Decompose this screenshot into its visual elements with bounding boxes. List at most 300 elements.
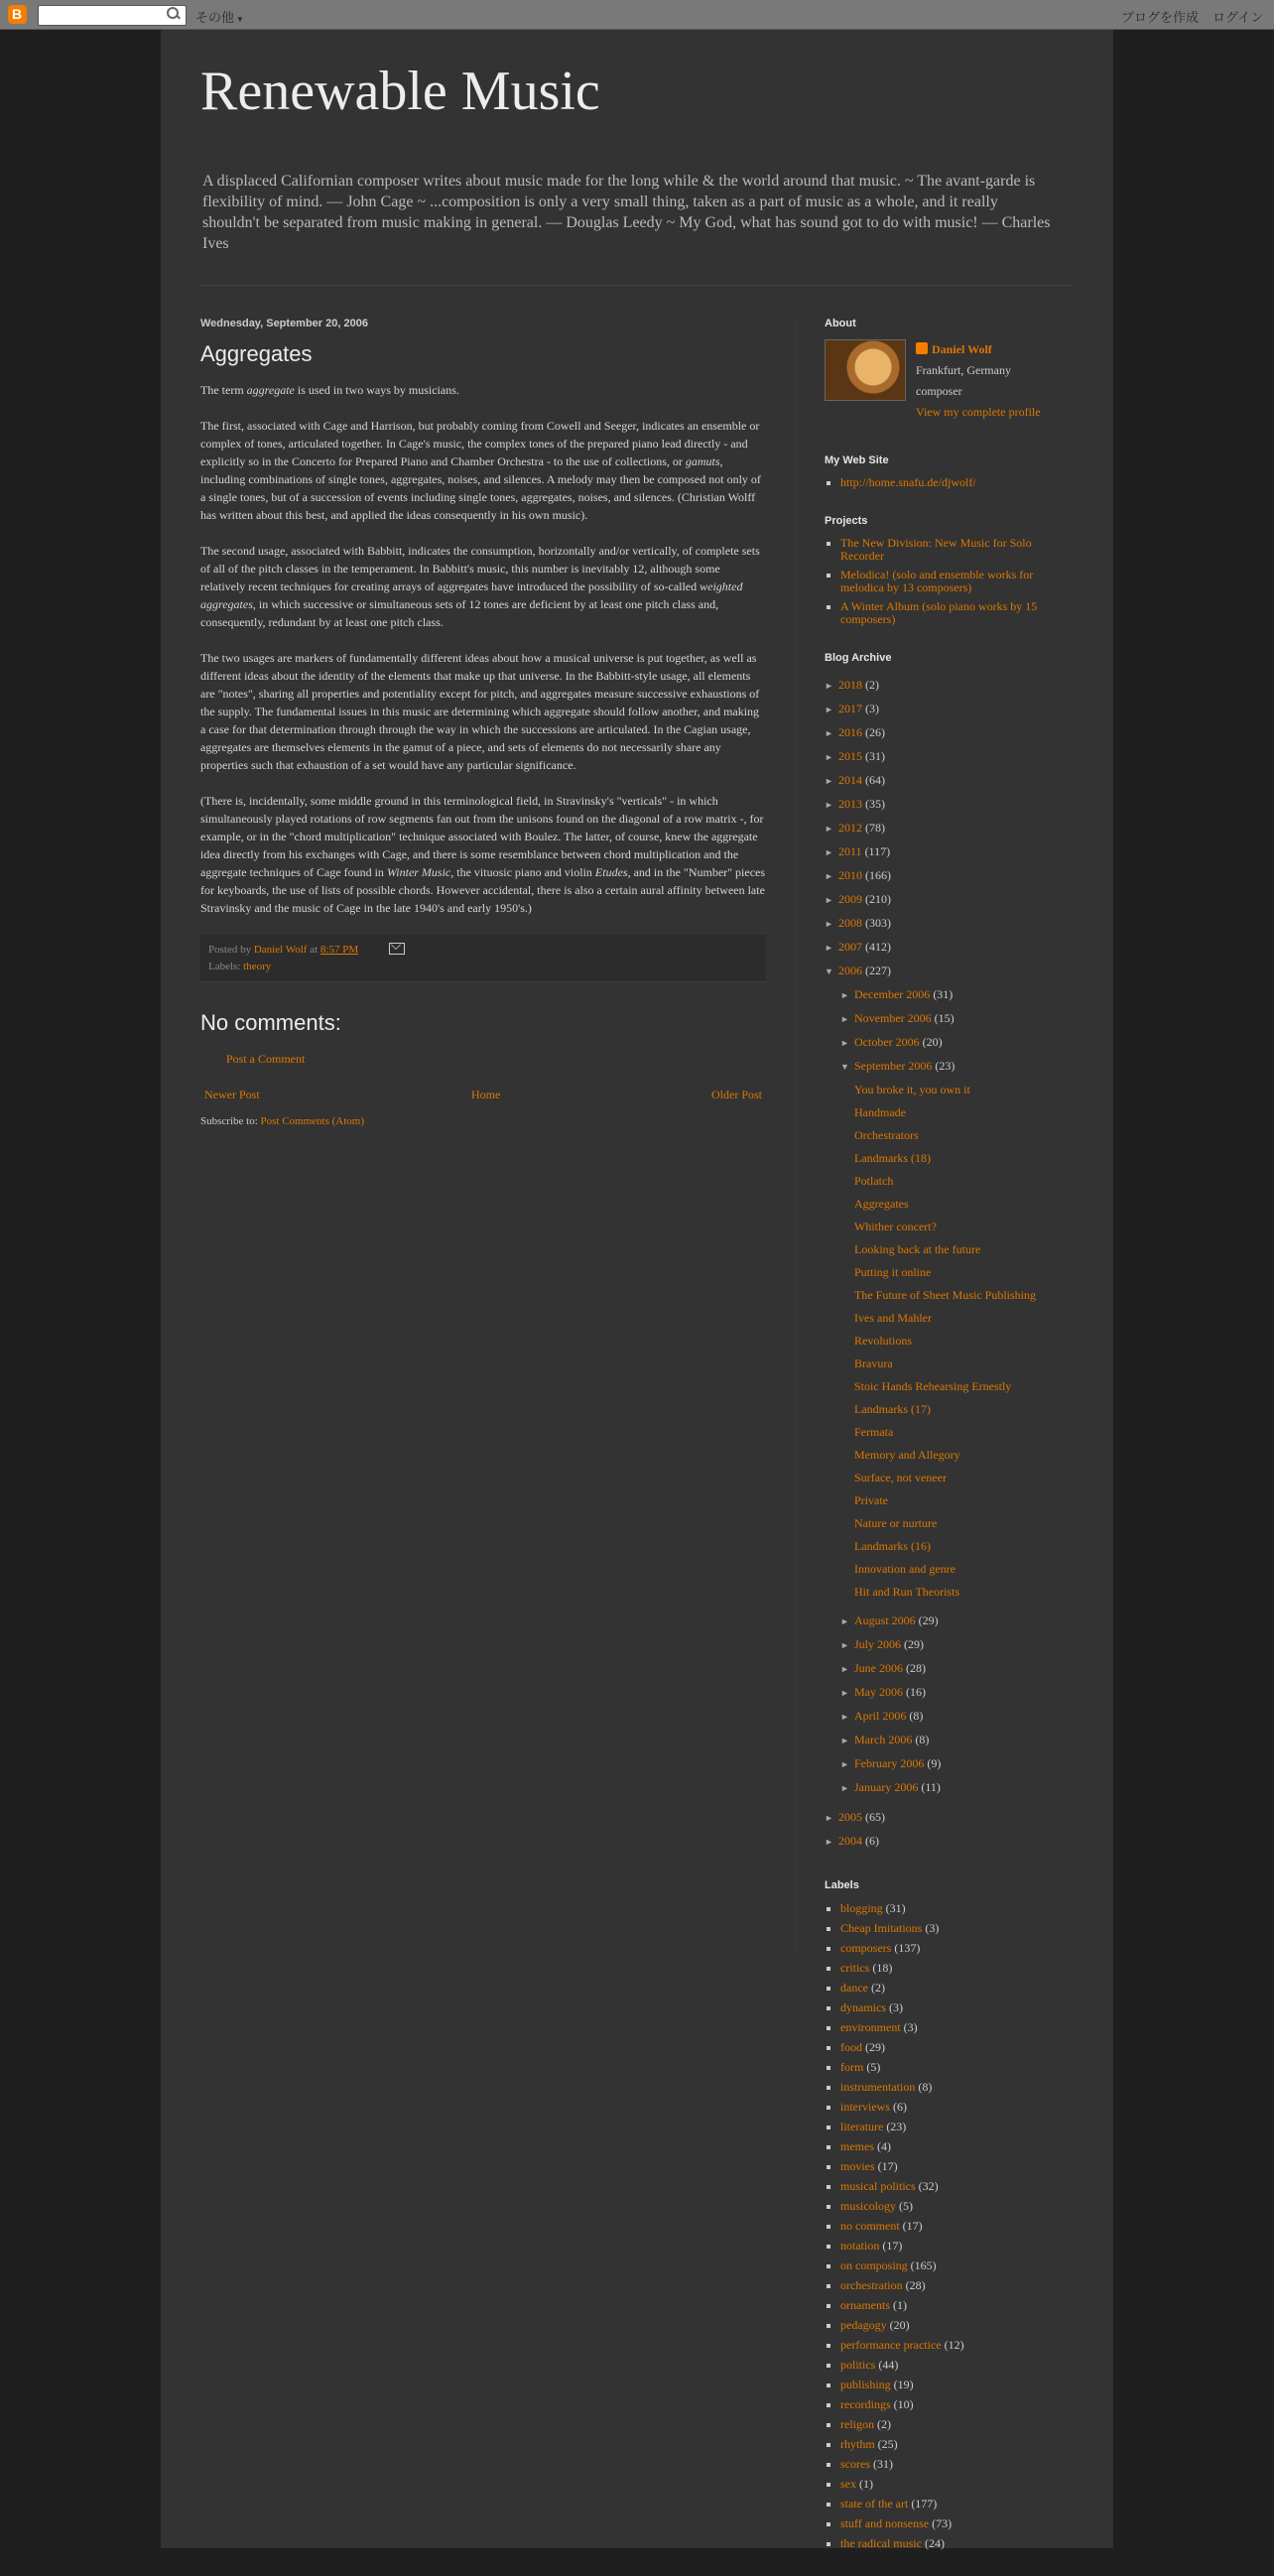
label-item [840,2417,1063,2431]
archive-post-link[interactable]: Landmarks (16) [854,1539,931,1553]
label-count: (19) [893,2378,914,2391]
archive-link[interactable]: 2009 [838,892,862,906]
archive-month [825,1681,1063,1705]
collapse-icon[interactable]: ► [840,1640,849,1650]
archive-post-item [854,1079,1063,1101]
archive-post-link[interactable]: Hit and Run Theorists [854,1585,960,1599]
archive-count: (29) [918,1613,939,1627]
archive-posts [825,1079,1063,1604]
archive-month [825,1610,1063,1633]
projects-widget [825,515,1063,626]
label-link[interactable]: Cheap Imitations [840,1921,923,1935]
archive-link[interactable]: 2011 [838,844,862,858]
more-menu-label: その他 [195,10,235,25]
label-count: (4) [877,2139,891,2153]
label-count: (3) [889,2000,903,2014]
label-count: (1) [893,2298,907,2312]
avatar[interactable] [825,339,906,401]
collapse-icon[interactable]: ► [825,871,833,881]
archive-count: (303) [865,916,891,930]
label-count: (1) [859,2477,873,2491]
label-count: (3) [925,1921,940,1935]
archive-count: (2) [865,678,879,692]
archive-post-link[interactable]: Putting it online [854,1265,932,1279]
label-link[interactable]: literature [840,2120,884,2133]
label-count: (29) [865,2040,885,2054]
home-link[interactable]: Home [471,1088,501,1101]
archive-count: (15) [934,1011,955,1025]
archive-post-link[interactable]: Orchestrators [854,1128,919,1142]
list-item [840,569,1063,594]
archive-post-link[interactable]: You broke it, you own it [854,1083,970,1096]
archive-month [825,983,1063,1007]
label-link[interactable]: politics [840,2358,876,2372]
subscribe-atom-link[interactable]: Post Comments (Atom) [260,1115,365,1127]
archive-link[interactable]: November 2006 [854,1011,932,1025]
label-link[interactable]: form [840,2060,864,2074]
label-item [840,2159,1063,2173]
collapse-icon[interactable]: ► [825,824,833,834]
label-count: (28) [905,2278,926,2292]
label-item [840,2457,1063,2471]
archive-post-link[interactable]: Bravura [854,1356,893,1370]
blog-pager [200,1088,766,1107]
archive-year [825,1830,1063,1854]
post-footer: Posted by Daniel Wolf at 8:57 PM Labels: theory [200,935,766,982]
more-menu[interactable] [195,7,244,26]
collapse-icon[interactable]: ► [840,1736,849,1745]
archive-month [825,1752,1063,1776]
label-item [840,2397,1063,2411]
archive-post-item [854,1352,1063,1375]
archive-post-link[interactable]: Surface, not veneer [854,1471,947,1484]
archive-link[interactable]: October 2006 [854,1035,920,1049]
post-body [200,381,766,917]
label-count: (31) [885,1901,906,1915]
collapse-icon[interactable]: ► [840,1688,849,1698]
archive-post-link[interactable]: Looking back at the future [854,1242,981,1256]
label-link[interactable]: dynamics [840,2000,886,2014]
archive-post-link[interactable]: Whither concert? [854,1220,937,1233]
collapse-icon[interactable]: ► [825,847,833,857]
label-count: (20) [889,2318,910,2332]
header-divider [200,285,1074,286]
archive-link[interactable]: 2006 [838,964,862,977]
archive-count: (65) [865,1810,885,1824]
widget-title: Labels [825,1879,859,1891]
project-link[interactable]: The New Division: New Music for Solo Recorder [840,536,1032,563]
archive-post-link[interactable]: Memory and Allegory [854,1448,960,1462]
label-item [840,2080,1063,2094]
archive-post-item [854,1284,1063,1307]
website-link[interactable]: http://home.snafu.de/djwolf/ [840,475,976,489]
labels-widget [825,1879,1063,2550]
archive-link[interactable]: May 2006 [854,1685,903,1699]
archive-post-link[interactable]: Landmarks (17) [854,1402,931,1416]
widget-title: My Web Site [825,454,889,466]
author-occupation: composer [916,384,962,398]
collapse-icon[interactable]: ► [825,728,833,738]
label-link[interactable]: memes [840,2139,874,2153]
label-link[interactable]: performance practice [840,2338,942,2352]
archive-count: (64) [865,773,885,787]
label-count: (23) [886,2120,907,2133]
archive-year [825,936,1063,960]
label-count: (3) [903,2020,918,2034]
archive-year [825,864,1063,888]
label-link[interactable]: food [840,2040,862,2054]
archive-post-item [854,1489,1063,1512]
archive-link[interactable]: September 2006 [854,1059,933,1073]
archive-month [825,1633,1063,1657]
label-item [840,2258,1063,2272]
label-count: (17) [877,2159,898,2173]
widget-title: Projects [825,515,868,527]
label-item [840,2060,1063,2074]
blog-title[interactable]: Renewable Music [200,61,600,122]
archive-post-item [854,1101,1063,1124]
archive-year [825,912,1063,936]
label-link[interactable]: no comment [840,2219,900,2233]
label-count: (32) [918,2179,939,2193]
label-link[interactable]: ornaments [840,2298,890,2312]
archive-count: (23) [935,1059,956,1073]
archive-post-item [854,1330,1063,1352]
post-paragraph: The second usage, associated with Babbitt, indicates the consumption, horizontally and/or vertically, of complete sets of all of the pitch classes in the temperament. In Babbitt's music, this number is inevitably 12, although some relatively recent techniques for creating arrays of aggregates have introduced the possibility of so-called weighted aggregates, in which successive or simultaneous sets of 12 tones are deficient by at least one pitch class and, consequently, redundant by at least one pitch class. [200,544,760,629]
older-post-link[interactable]: Older Post [711,1088,762,1101]
collapse-icon[interactable]: ► [825,776,833,786]
archive-month [825,1007,1063,1031]
label-link[interactable]: on composing [840,2258,908,2272]
label-item [840,2516,1063,2530]
archive-post-item [854,1216,1063,1238]
label-item [840,1941,1063,1955]
label-link[interactable]: rhythm [840,2437,875,2451]
archive-post-link[interactable]: Innovation and genre [854,1562,956,1576]
label-link[interactable]: movies [840,2159,875,2173]
archive-year [825,721,1063,745]
label-link[interactable]: state of the art [840,2497,909,2511]
collapse-icon[interactable]: ► [825,919,833,929]
label-link[interactable]: publishing [840,2378,891,2391]
archive-link[interactable]: March 2006 [854,1733,913,1746]
archive-link[interactable]: December 2006 [854,987,931,1001]
archive-count: (8) [909,1709,924,1723]
label-link[interactable]: religon [840,2417,874,2431]
widget-title: About [825,318,856,329]
label-count: (137) [894,1941,921,1955]
archive-post-link[interactable]: Ives and Mahler [854,1311,932,1325]
label-count: (25) [877,2437,898,2451]
archive-count: (210) [865,892,891,906]
author-name-link[interactable]: Daniel Wolf [932,342,992,356]
label-item [840,2318,1063,2332]
collapse-icon[interactable]: ► [840,990,849,1000]
subscribe-line: Subscribe to: Post Comments (Atom) [200,1115,365,1127]
archive-link[interactable]: 2008 [838,916,862,930]
archive-link[interactable]: 2007 [838,940,862,954]
archive-count: (9) [927,1756,942,1770]
label-item [840,2378,1063,2391]
label-item [840,2298,1063,2312]
archive-link[interactable]: 2014 [838,773,862,787]
post-paragraph: (There is, incidentally, some middle ground in this terminological field, in Stravinsky's "verticals" - in which simultaneously played rotations of row segments fan out from the unisons found on the diagonal of a row matrix -, for example, or in the "chord multiplication" technique associated with Boulez. The latter, of course, knew the aggregate idea directly from his exchanges with Cage, and there is some resemblance between chord multiplication and the aggregate techniques of Cage found in Winter Music, the vituosic piano and violin Etudes, and in the "Number" pieces for keyboards, the use of lists of possible chords. However accidental, there is also a certain aural affinity between late Stravinsky and the music of Cage in the late 1940's and early 1950's.) [200,794,766,915]
archive-count: (11) [921,1780,941,1794]
label-link[interactable]: dance [840,1981,868,1995]
label-count: (177) [911,2497,938,2511]
archive-month [825,1705,1063,1729]
archive-count: (227) [865,964,891,977]
archive-post-link[interactable]: Private [854,1493,888,1507]
label-item [840,2020,1063,2034]
archive-count: (166) [865,868,891,882]
label-link[interactable]: interviews [840,2100,890,2114]
archive-link[interactable]: 2017 [838,702,862,715]
archive-count: (16) [906,1685,926,1699]
label-count: (12) [944,2338,964,2352]
label-item [840,2278,1063,2292]
archive-year [825,840,1063,864]
create-blog-link[interactable]: ブログを作成 [1121,10,1200,25]
archive-post-link[interactable]: Handmade [854,1105,906,1119]
blogger-profile-icon [916,342,928,354]
label-count: (5) [899,2199,913,2213]
label-item [840,2100,1063,2114]
label-count: (73) [932,2516,953,2530]
label-count: (17) [902,2219,923,2233]
archive-post-item [854,1581,1063,1604]
main-column [200,318,766,1127]
label-link[interactable]: composers [840,1941,892,1955]
label-count: (6) [893,2100,907,2114]
label-item [840,2358,1063,2372]
page-column [161,30,1113,2548]
label-count: (2) [877,2417,891,2431]
label-link[interactable]: orchestration [840,2278,903,2292]
label-item [840,2139,1063,2153]
collapse-icon[interactable]: ► [840,1759,849,1769]
post-author-link[interactable]: Daniel Wolf [253,944,308,956]
archive-link[interactable]: June 2006 [854,1661,903,1675]
label-item [840,2219,1063,2233]
label-item [840,2338,1063,2352]
archive-post-link[interactable]: Fermata [854,1425,894,1439]
archive-post-item [854,1375,1063,1398]
widget-title: Blog Archive [825,652,892,664]
post-paragraph: The two usages are markers of fundamentally different ideas about how a musical universe is put together, as well as different ideas about the identity of the elements that make up that universe. In the Babbitt-style usage, all elements are "notes", sharing all properties and potentiality except for pitch, and aggregates measure successive exhaustions of the supply. The fundamental issues in this music are determining which aggregate should follow another, and making a case for that determination through through the way in which the successions are articulated. In the Cagian usage, aggregates are themselves elements in the gamut of a piece, and sets of elements do not necessarily share any properties such that exhaustion of a set would have any particular significance. [200,651,760,772]
archive-link[interactable]: 2016 [838,725,862,739]
archive-link[interactable]: February 2006 [854,1756,925,1770]
archive-post-link[interactable]: The Future of Sheet Music Publishing [854,1288,1036,1302]
label-item [840,2179,1063,2193]
collapse-icon[interactable]: ► [840,1664,849,1674]
archive-count: (35) [865,797,885,811]
archive-link[interactable]: January 2006 [854,1780,919,1794]
collapse-icon[interactable]: ► [840,1616,849,1626]
collapse-icon[interactable]: ► [825,1837,833,1847]
label-link[interactable]: blogging [840,1901,883,1915]
collapse-icon[interactable]: ► [825,752,833,762]
archive-post-link[interactable]: Stoic Hands Rehearsing Ernestly [854,1379,1012,1393]
archive-link[interactable]: July 2006 [854,1637,902,1651]
collapse-icon[interactable]: ► [825,705,833,714]
expand-icon[interactable]: ▼ [840,1062,849,1072]
label-link[interactable]: stuff and nonsense [840,2516,930,2530]
label-count: (10) [893,2397,914,2411]
list-item [840,537,1063,563]
label-item [840,2477,1063,2491]
label-count: (8) [918,2080,933,2094]
label-count: (17) [882,2239,903,2253]
about-widget [825,318,1063,429]
archive-month [825,1031,1063,1055]
archive-year [825,769,1063,793]
archive-link[interactable]: April 2006 [854,1709,907,1723]
project-link[interactable]: A Winter Album (solo piano works by 15 composers) [840,599,1038,626]
post-label-link[interactable]: theory [243,961,272,972]
label-link[interactable]: notation [840,2239,880,2253]
label-link[interactable]: scores [840,2457,870,2471]
archive-count: (31) [933,987,954,1001]
label-count: (44) [878,2358,899,2372]
archive-post-link[interactable]: Nature or nurture [854,1516,938,1530]
login-link[interactable]: ログイン [1212,10,1264,25]
label-count: (5) [866,2060,881,2074]
list-item [840,476,1063,489]
archive-month [825,1776,1063,1800]
collapse-icon[interactable]: ► [840,1712,849,1722]
search-icon[interactable] [165,5,181,22]
chevron-down-icon: ▼ [236,15,244,24]
project-link[interactable]: Melodica! (solo and ensemble works for melodica by 13 composers) [840,568,1034,594]
archive-post-item [854,1307,1063,1330]
archive-post-item [854,1467,1063,1489]
collapse-icon[interactable]: ► [825,681,833,691]
archive-count: (412) [865,940,891,954]
archive-post-item [854,1238,1063,1261]
collapse-icon[interactable]: ► [840,1014,849,1024]
post-timestamp-link[interactable]: 8:57 PM [319,944,359,956]
post-date: Wednesday, September 20, 2006 [200,318,368,329]
website-widget [825,454,1063,489]
archive-link[interactable]: 2005 [838,1810,862,1824]
blogger-logo-icon[interactable] [8,5,27,24]
archive-post-link[interactable]: Potlatch [854,1174,894,1188]
archive-count: (26) [865,725,885,739]
post-paragraph: The term aggregate is used in two ways by musicians. [200,383,459,397]
collapse-icon[interactable]: ► [825,895,833,905]
label-link[interactable]: the radical music [840,2536,922,2550]
archive-year [825,674,1063,698]
archive-year [825,745,1063,769]
collapse-icon[interactable]: ► [825,1813,833,1823]
label-count: (31) [873,2457,893,2471]
archive-count: (78) [865,821,885,835]
archive-post-item [854,1421,1063,1444]
archive-link[interactable]: 2010 [838,868,862,882]
archive-year [825,1806,1063,1830]
archive-month [825,1657,1063,1681]
collapse-icon[interactable]: ► [825,800,833,810]
label-link[interactable]: recordings [840,2397,891,2411]
archive-link[interactable]: August 2006 [854,1613,916,1627]
list-item [840,600,1063,626]
label-item [840,1921,1063,1935]
archive-post-item [854,1170,1063,1193]
archive-year [825,888,1063,912]
label-item [840,2239,1063,2253]
archive-post-item [854,1124,1063,1147]
label-link[interactable]: sex [840,2477,856,2491]
email-post-icon[interactable] [389,943,405,955]
archive-link[interactable]: 2012 [838,821,862,835]
label-count: (24) [924,2536,945,2550]
label-item [840,2120,1063,2133]
archive-count: (6) [865,1834,879,1848]
archive-count: (31) [865,749,885,763]
archive-month [825,1055,1063,1079]
sidebar [825,318,1063,2576]
archive-post-item [854,1558,1063,1581]
archive-link[interactable]: 2018 [838,678,862,692]
archive-post-link[interactable]: Landmarks (18) [854,1151,931,1165]
archive-post-link[interactable]: Aggregates [854,1197,909,1211]
blog-description: A displaced Californian composer writes about music made for the long while & the world around that music. ~ The avant-garde is flexibility of mind. — John Cage ~ ...composition is only a very small thing, taken as a part of music as a whole, and it really shouldn't be separated from music making in general. — Douglas Leedy ~ My God, what has sound got to do with music! — Charles Ives [202,173,1051,252]
archive-post-item [854,1261,1063,1284]
label-link[interactable]: pedagogy [840,2318,887,2332]
label-link[interactable]: environment [840,2020,901,2034]
archive-post-link[interactable]: Revolutions [854,1334,913,1348]
post-title: Aggregates [200,341,313,366]
collapse-icon[interactable]: ► [840,1783,849,1793]
archive-count: (3) [865,702,879,715]
archive-count: (20) [922,1035,943,1049]
archive-year [825,793,1063,817]
archive-widget [825,652,1063,1854]
archive-link[interactable]: 2013 [838,797,862,811]
post-paragraph: The first, associated with Cage and Harrison, but probably coming from Cowell and Seeger, indicates an ensemble or complex of tones, articulated together. In Cage's music, the complex tones of the prepared piano lead directly - and explicitly so in the Concerto for Prepared Piano and Chamber Orchestra - to the use of collections, or gamuts, including combinations of single tones, aggregates, noises, and silences. A melody may then be composed not only of a single tones, but of a succession of events including single tones, aggregates, noises, and silences. (Christian Wolff has written about this best, and applied the ideas consequently in his own music). [200,419,761,522]
newer-post-link[interactable]: Newer Post [204,1088,260,1101]
label-link[interactable]: musical politics [840,2179,916,2193]
archive-month [825,1729,1063,1752]
view-profile-link[interactable]: View my complete profile [916,405,1041,419]
collapse-icon[interactable]: ► [825,943,833,953]
archive-year [825,817,1063,840]
collapse-icon[interactable]: ► [840,1038,849,1048]
label-item [840,1901,1063,1915]
expand-icon[interactable]: ▼ [825,966,833,976]
label-count: (2) [870,1981,885,1995]
archive-link[interactable]: 2015 [838,749,862,763]
archive-post-item [854,1512,1063,1535]
label-link[interactable]: musicology [840,2199,896,2213]
label-item [840,1961,1063,1975]
label-link[interactable]: critics [840,1961,870,1975]
label-count: (18) [872,1961,893,1975]
label-item [840,2199,1063,2213]
archive-post-item [854,1398,1063,1421]
archive-count: (8) [915,1733,930,1746]
post-comment-link[interactable]: Post a Comment [226,1052,306,1066]
author-location: Frankfurt, Germany [916,363,1011,377]
archive-post-item [854,1535,1063,1558]
archive-year [825,698,1063,721]
navbar [0,0,1274,30]
label-count: (165) [910,2258,937,2272]
label-link[interactable]: instrumentation [840,2080,916,2094]
archive-link[interactable]: 2004 [838,1834,862,1848]
label-item [840,2040,1063,2054]
